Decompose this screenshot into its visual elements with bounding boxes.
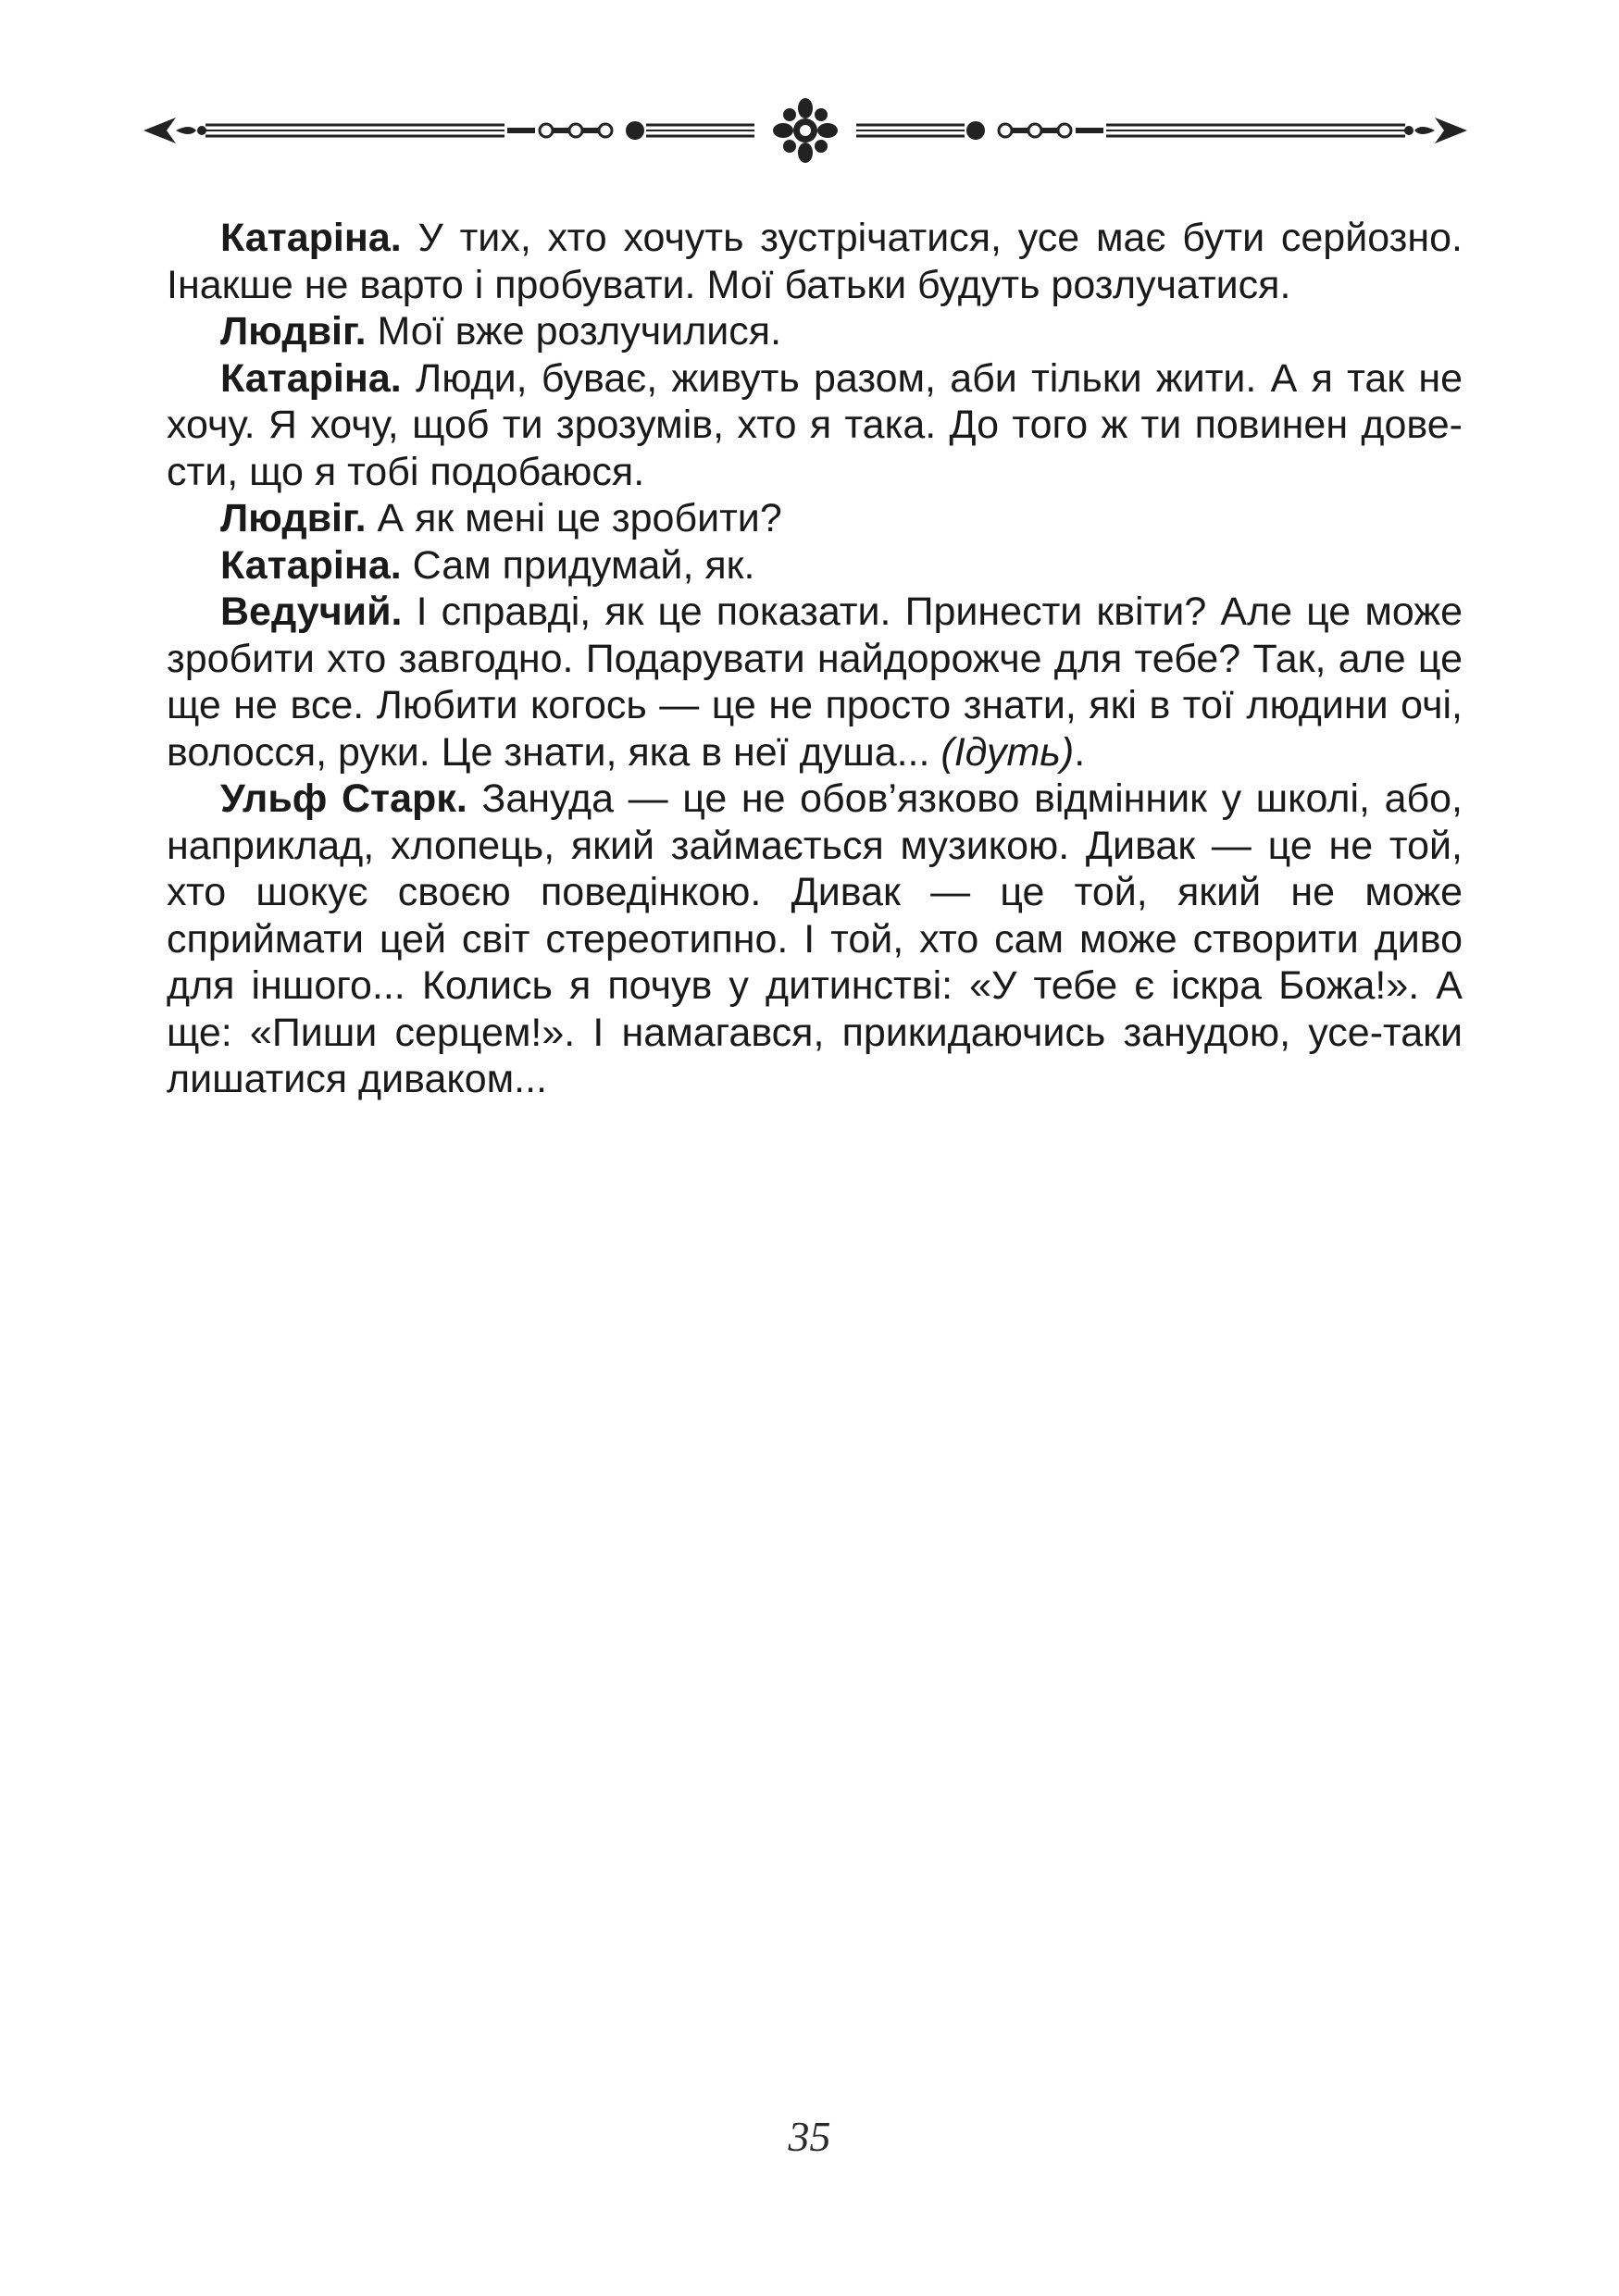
speaker-name: Людвіг. xyxy=(220,496,367,540)
paragraph-2 xyxy=(167,308,1463,355)
paragraph-1 xyxy=(167,215,1463,308)
paragraph-text: Люди, буває, живуть разом, аби тільки жити. А я так не хочу. Я хочу, щоб ти зрозумів, хто я така. До того ж ти повинен довести, що я тобі подобаюся. xyxy=(167,355,1463,494)
paragraph-3 xyxy=(167,355,1463,496)
paragraph-tail: . xyxy=(1074,729,1086,775)
speaker-name: Катаріна. xyxy=(220,355,402,401)
ornament-divider-icon xyxy=(139,97,1472,164)
page-number: 35 xyxy=(788,2113,831,2160)
paragraph-text: Мої вже розлучилися. xyxy=(366,309,782,354)
paragraph-text: Сам придумай, як. xyxy=(401,542,755,588)
paragraph-text: І справді, як це показати. Принести квіти? Але це може зробити хто завгодно. Подарувати найдорожче для тебе? Так, але це ще не все. Любити когось — це не просто знати, які в тої людини очі, волосся, руки. Це знати, яка в неї душа... xyxy=(167,590,1463,775)
speaker-name: Катаріна. xyxy=(220,216,402,260)
paragraph-5 xyxy=(167,542,1463,590)
paragraph-7 xyxy=(167,776,1463,1103)
speaker-name: Ведучий. xyxy=(220,590,403,634)
speaker-name: Ульф Старк. xyxy=(220,776,467,821)
speaker-name: Людвіг. xyxy=(220,309,367,354)
dialogue-text xyxy=(167,215,1463,1103)
speaker-name: Катаріна. xyxy=(220,542,402,588)
paragraph-6 xyxy=(167,589,1463,776)
paragraph-text: У тих, хто хочуть зустрічатися, усе має бути серйозно. Інакше не варто і пробувати. Мої батьки будуть розлучатися. xyxy=(167,216,1463,307)
paragraph-text: А як мені це зробити? xyxy=(366,496,782,540)
paragraph-4 xyxy=(167,495,1463,542)
stage-direction: (Ідуть) xyxy=(940,729,1075,775)
paragraph-text: Зануда — це не обов’язково відмінник у школі, або, наприклад, хлопець, який займається музикою. Дивак — це не той, хто шокує своєю поведінкою. Дивак — це той, який не може сприймати цей світ стереотипно. І той, хто сам може створити диво для іншого... Колись я почув у дитинстві: «У тебе є іскра Божа!». А ще: «Пиши серцем!». І намагався, прикидаючись занудою, усе-таки лишатися диваком... xyxy=(167,776,1463,1101)
